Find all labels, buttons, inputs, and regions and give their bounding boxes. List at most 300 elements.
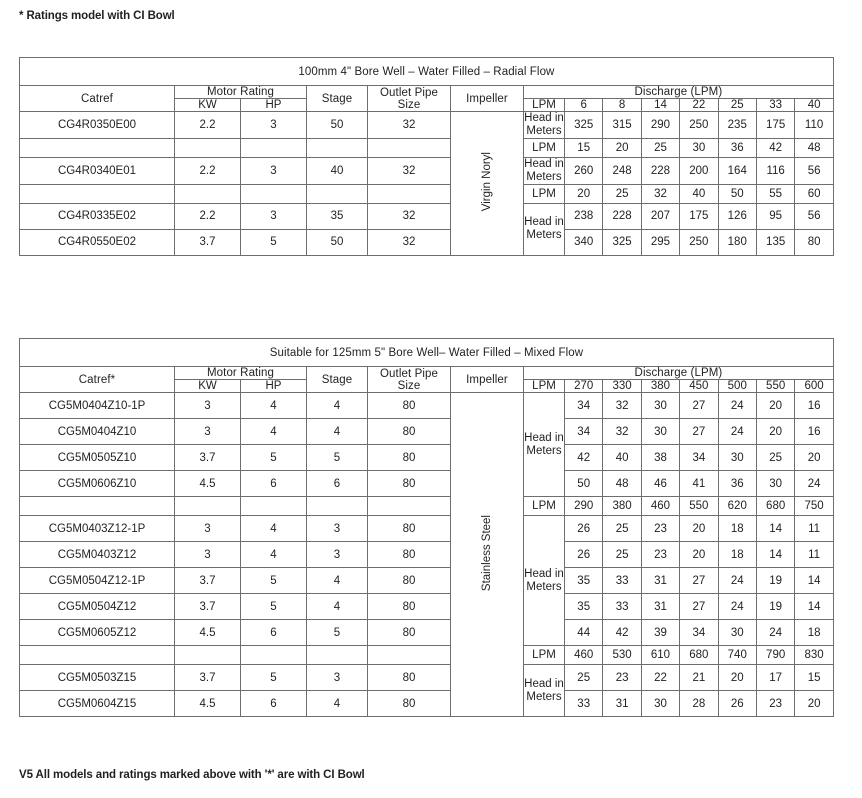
cell-stage: 4 <box>307 568 368 594</box>
cell-head: 40 <box>603 445 641 471</box>
separator-cell <box>307 138 368 157</box>
cell-head: 19 <box>756 568 794 594</box>
cell-head: 175 <box>680 203 718 229</box>
cell-catref: CG5M0504Z12 <box>20 594 175 620</box>
cell-stage: 50 <box>307 229 368 255</box>
lpm-value: 40 <box>795 99 833 112</box>
cell-head: 30 <box>756 471 794 497</box>
cell-head: 39 <box>641 620 679 646</box>
cell-pipe: 80 <box>368 471 451 497</box>
lpm-value: 830 <box>795 646 834 665</box>
cell-kw: 3 <box>175 516 241 542</box>
cell-pipe: 80 <box>368 691 451 717</box>
cell-head: 14 <box>756 516 794 542</box>
lpm-value: 36 <box>718 138 756 157</box>
separator-cell <box>20 646 175 665</box>
cell-head: 116 <box>756 157 794 184</box>
table-title: 100mm 4" Bore Well – Water Filled – Radial Flow <box>20 58 834 86</box>
cell-head: 41 <box>680 471 718 497</box>
cell-kw: 2.2 <box>175 203 241 229</box>
cell-head: 33 <box>603 568 641 594</box>
separator-cell <box>20 138 175 157</box>
lpm-value: 25 <box>641 138 679 157</box>
cell-pipe: 80 <box>368 620 451 646</box>
cell-stage: 3 <box>307 516 368 542</box>
col-header-outlet-pipe-size: Outlet Pipe Size <box>368 86 451 112</box>
cell-head: 110 <box>795 112 833 139</box>
lpm-value: 6 <box>565 99 603 112</box>
cell-kw: 4.5 <box>175 691 241 717</box>
cell-head: 228 <box>603 203 641 229</box>
cell-catref: CG5M0404Z10 <box>20 419 175 445</box>
cell-head: 20 <box>718 665 756 691</box>
cell-head: 126 <box>718 203 756 229</box>
cell-head: 30 <box>641 419 679 445</box>
table-row <box>20 691 834 717</box>
col-header-kw: KW <box>175 99 241 112</box>
cell-head: 25 <box>565 665 603 691</box>
cell-head: 33 <box>603 594 641 620</box>
cell-head: 50 <box>565 471 603 497</box>
col-header-lpm: LPM <box>524 646 565 665</box>
table-row <box>20 229 834 255</box>
lpm-value: 22 <box>680 99 718 112</box>
cell-head: 24 <box>718 419 756 445</box>
col-header-lpm: LPM <box>524 497 565 516</box>
cell-hp: 3 <box>241 203 307 229</box>
separator-cell <box>368 497 451 516</box>
cell-impeller-material <box>451 393 524 717</box>
cell-head: 15 <box>795 665 834 691</box>
cell-head: 340 <box>565 229 603 255</box>
cell-head: 56 <box>795 203 833 229</box>
cell-head: 35 <box>565 594 603 620</box>
table-row <box>20 542 834 568</box>
cell-head: 42 <box>603 620 641 646</box>
lpm-value: 620 <box>718 497 756 516</box>
cell-head: 14 <box>756 542 794 568</box>
separator-cell <box>307 646 368 665</box>
cell-pipe: 80 <box>368 594 451 620</box>
cell-catref: CG5M0605Z12 <box>20 620 175 646</box>
cell-head: 24 <box>756 620 794 646</box>
lpm-value: 530 <box>603 646 641 665</box>
cell-head: 20 <box>795 445 834 471</box>
cell-hp: 3 <box>241 157 307 184</box>
lpm-value: 40 <box>680 184 718 203</box>
cell-head: 11 <box>795 516 834 542</box>
cell-hp: 5 <box>241 229 307 255</box>
cell-head-label: Head in Meters <box>524 516 565 646</box>
cell-head: 36 <box>718 471 756 497</box>
lpm-value: 14 <box>641 99 679 112</box>
cell-kw: 3 <box>175 542 241 568</box>
cell-head: 175 <box>756 112 794 139</box>
table-row <box>20 203 834 229</box>
cell-head: 290 <box>641 112 679 139</box>
cell-head: 27 <box>680 393 718 419</box>
col-header-lpm: LPM <box>524 380 565 393</box>
cell-head: 228 <box>641 157 679 184</box>
header-row-primary <box>20 86 834 99</box>
cell-head: 18 <box>795 620 834 646</box>
cell-head: 20 <box>680 542 718 568</box>
cell-head: 20 <box>795 691 834 717</box>
impeller-material-label: Stainless Steel <box>481 514 493 592</box>
cell-stage: 6 <box>307 471 368 497</box>
cell-head: 238 <box>565 203 603 229</box>
cell-head: 180 <box>718 229 756 255</box>
cell-head-label: Head in Meters <box>524 157 564 183</box>
cell-hp: 4 <box>241 516 307 542</box>
cell-head: 25 <box>756 445 794 471</box>
cell-head: 46 <box>641 471 679 497</box>
cell-pipe: 80 <box>368 542 451 568</box>
table-title-row <box>20 58 834 86</box>
cell-head: 18 <box>718 516 756 542</box>
cell-head: 325 <box>603 229 641 255</box>
cell-head: 32 <box>603 419 641 445</box>
cell-head: 21 <box>680 665 718 691</box>
lpm-value: 500 <box>718 380 756 393</box>
cell-kw: 2.2 <box>175 157 241 184</box>
cell-kw: 4.5 <box>175 620 241 646</box>
lpm-value: 25 <box>718 99 756 112</box>
cell-pipe: 80 <box>368 445 451 471</box>
table-row <box>20 620 834 646</box>
lpm-value: 600 <box>795 380 834 393</box>
lpm-value: 450 <box>680 380 718 393</box>
separator-cell <box>368 646 451 665</box>
table-row <box>20 516 834 542</box>
separator-cell <box>175 184 241 203</box>
cell-hp: 6 <box>241 471 307 497</box>
cell-catref: CG5M0503Z15 <box>20 665 175 691</box>
cell-head: 20 <box>756 419 794 445</box>
cell-kw: 2.2 <box>175 112 241 139</box>
cell-stage: 4 <box>307 419 368 445</box>
cell-stage: 4 <box>307 393 368 419</box>
cell-kw: 4.5 <box>175 471 241 497</box>
table-radial-flow <box>19 57 834 256</box>
cell-head: 20 <box>680 516 718 542</box>
note-top: * Ratings model with CI Bowl <box>19 10 175 22</box>
cell-pipe: 80 <box>368 419 451 445</box>
col-header-discharge: Discharge (LPM) <box>524 367 834 380</box>
cell-head: 26 <box>565 542 603 568</box>
cell-hp: 4 <box>241 419 307 445</box>
cell-head: 31 <box>603 691 641 717</box>
cell-stage: 40 <box>307 157 368 184</box>
cell-stage: 3 <box>307 665 368 691</box>
lpm-value: 680 <box>756 497 794 516</box>
lpm-value: 740 <box>718 646 756 665</box>
cell-head: 20 <box>756 393 794 419</box>
cell-head: 34 <box>565 393 603 419</box>
cell-head: 11 <box>795 542 834 568</box>
col-header-lpm: LPM <box>524 184 565 203</box>
lpm-value: 25 <box>603 184 641 203</box>
table-row <box>20 157 834 184</box>
lpm-value: 270 <box>565 380 603 393</box>
cell-hp: 5 <box>241 594 307 620</box>
lpm-value: 48 <box>795 138 833 157</box>
col-header-hp: HP <box>241 380 307 393</box>
lpm-value: 8 <box>603 99 641 112</box>
table-row <box>20 419 834 445</box>
cell-head: 34 <box>565 419 603 445</box>
cell-stage: 3 <box>307 542 368 568</box>
cell-stage: 4 <box>307 594 368 620</box>
cell-head: 23 <box>756 691 794 717</box>
lpm-value: 42 <box>756 138 794 157</box>
impeller-material-label: Virgin Noryl <box>481 152 493 212</box>
cell-head: 95 <box>756 203 794 229</box>
cell-pipe: 32 <box>368 112 451 139</box>
cell-hp: 6 <box>241 620 307 646</box>
cell-head: 17 <box>756 665 794 691</box>
separator-cell <box>241 138 307 157</box>
cell-pipe: 80 <box>368 393 451 419</box>
lpm-value: 50 <box>718 184 756 203</box>
cell-head: 315 <box>603 112 641 139</box>
cell-head: 24 <box>718 568 756 594</box>
cell-head: 164 <box>718 157 756 184</box>
cell-head: 25 <box>603 542 641 568</box>
lpm-value: 55 <box>756 184 794 203</box>
cell-head: 30 <box>641 691 679 717</box>
lpm-value: 380 <box>641 380 679 393</box>
cell-head: 27 <box>680 594 718 620</box>
cell-head: 200 <box>680 157 718 184</box>
cell-head: 26 <box>718 691 756 717</box>
cell-head: 135 <box>756 229 794 255</box>
cell-head: 23 <box>603 665 641 691</box>
lpm-value: 30 <box>680 138 718 157</box>
cell-head: 295 <box>641 229 679 255</box>
cell-head: 18 <box>718 542 756 568</box>
lpm-value: 330 <box>603 380 641 393</box>
lpm-value: 15 <box>565 138 603 157</box>
separator-cell <box>241 497 307 516</box>
col-header-kw: KW <box>175 380 241 393</box>
cell-head: 30 <box>718 445 756 471</box>
cell-catref: CG4R0335E02 <box>20 203 175 229</box>
table-row <box>20 568 834 594</box>
col-header-impeller: Impeller <box>451 367 524 393</box>
col-header-discharge: Discharge (LPM) <box>524 86 834 99</box>
cell-head: 35 <box>565 568 603 594</box>
col-header-catref: Catref* <box>20 367 175 393</box>
separator-cell <box>20 184 175 203</box>
cell-head: 42 <box>565 445 603 471</box>
col-header-catref: Catref <box>20 86 175 112</box>
cell-catref: CG5M0504Z12-1P <box>20 568 175 594</box>
col-header-motor-rating: Motor Rating <box>175 367 307 380</box>
cell-head: 34 <box>680 620 718 646</box>
cell-head: 19 <box>756 594 794 620</box>
cell-pipe: 80 <box>368 665 451 691</box>
lpm-value: 680 <box>680 646 718 665</box>
cell-pipe: 32 <box>368 203 451 229</box>
cell-head: 24 <box>795 471 834 497</box>
col-header-impeller: Impeller <box>451 86 524 112</box>
cell-head: 24 <box>718 594 756 620</box>
cell-head: 31 <box>641 594 679 620</box>
cell-head: 27 <box>680 419 718 445</box>
cell-head: 250 <box>680 229 718 255</box>
lpm-value: 550 <box>680 497 718 516</box>
note-bottom: V5 All models and ratings marked above with '*' are with CI Bowl <box>19 769 365 781</box>
cell-head: 30 <box>641 393 679 419</box>
cell-catref: CG4R0350E00 <box>20 112 175 139</box>
table-row <box>20 393 834 419</box>
separator-cell <box>368 138 451 157</box>
cell-head: 30 <box>718 620 756 646</box>
col-header-lpm: LPM <box>524 99 565 112</box>
lpm-value: 20 <box>603 138 641 157</box>
cell-pipe: 32 <box>368 229 451 255</box>
cell-kw: 3.7 <box>175 665 241 691</box>
cell-catref: CG5M0403Z12-1P <box>20 516 175 542</box>
cell-head: 14 <box>795 568 834 594</box>
separator-cell <box>307 497 368 516</box>
col-header-lpm: LPM <box>524 138 565 157</box>
cell-kw: 3.7 <box>175 229 241 255</box>
separator-cell <box>241 184 307 203</box>
cell-catref: CG4R0340E01 <box>20 157 175 184</box>
cell-kw: 3 <box>175 393 241 419</box>
cell-kw: 3.7 <box>175 445 241 471</box>
lpm-value: 460 <box>565 646 603 665</box>
lpm-value: 20 <box>565 184 603 203</box>
cell-impeller-material <box>451 112 524 256</box>
separator-row <box>20 138 834 157</box>
cell-head: 250 <box>680 112 718 139</box>
cell-head: 24 <box>718 393 756 419</box>
separator-cell <box>175 138 241 157</box>
cell-catref: CG5M0606Z10 <box>20 471 175 497</box>
lpm-value: 380 <box>603 497 641 516</box>
separator-cell <box>307 184 368 203</box>
col-header-motor-rating: Motor Rating <box>175 86 307 99</box>
cell-catref: CG5M0403Z12 <box>20 542 175 568</box>
col-header-stage: Stage <box>307 367 368 393</box>
col-header-stage: Stage <box>307 86 368 112</box>
cell-head: 38 <box>641 445 679 471</box>
header-row-primary <box>20 367 834 380</box>
cell-head-label: Head in Meters <box>524 393 565 497</box>
cell-head: 260 <box>565 157 603 184</box>
cell-head-label: Head in Meters <box>524 665 565 717</box>
table-mixed-flow <box>19 338 834 717</box>
table-row <box>20 112 834 139</box>
separator-row <box>20 497 834 516</box>
cell-head: 44 <box>565 620 603 646</box>
cell-head: 248 <box>603 157 641 184</box>
cell-hp: 5 <box>241 568 307 594</box>
cell-head: 33 <box>565 691 603 717</box>
separator-cell <box>20 497 175 516</box>
cell-head: 27 <box>680 568 718 594</box>
cell-stage: 5 <box>307 445 368 471</box>
table-title-row <box>20 339 834 367</box>
cell-head-label: Head in Meters <box>524 112 564 137</box>
cell-head: 26 <box>565 516 603 542</box>
cell-head: 28 <box>680 691 718 717</box>
cell-pipe: 32 <box>368 157 451 184</box>
cell-kw: 3.7 <box>175 568 241 594</box>
cell-hp: 5 <box>241 445 307 471</box>
separator-cell <box>368 184 451 203</box>
separator-cell <box>175 646 241 665</box>
cell-stage: 35 <box>307 203 368 229</box>
separator-row <box>20 646 834 665</box>
separator-cell <box>175 497 241 516</box>
cell-kw: 3 <box>175 419 241 445</box>
table-row <box>20 665 834 691</box>
lpm-value: 33 <box>756 99 794 112</box>
cell-head: 32 <box>603 393 641 419</box>
cell-head: 48 <box>603 471 641 497</box>
lpm-value: 610 <box>641 646 679 665</box>
lpm-value: 790 <box>756 646 794 665</box>
lpm-value: 750 <box>795 497 834 516</box>
cell-head: 22 <box>641 665 679 691</box>
cell-head: 31 <box>641 568 679 594</box>
cell-kw: 3.7 <box>175 594 241 620</box>
cell-catref: CG5M0604Z15 <box>20 691 175 717</box>
cell-head: 80 <box>795 229 833 255</box>
cell-head: 235 <box>718 112 756 139</box>
cell-catref: CG5M0505Z10 <box>20 445 175 471</box>
cell-head: 23 <box>641 542 679 568</box>
cell-head: 56 <box>795 157 833 184</box>
separator-cell <box>241 646 307 665</box>
cell-stage: 4 <box>307 691 368 717</box>
col-header-outlet-pipe-size: Outlet Pipe Size <box>368 367 451 393</box>
cell-head: 325 <box>565 112 603 139</box>
separator-row <box>20 184 834 203</box>
cell-hp: 5 <box>241 665 307 691</box>
lpm-value: 290 <box>565 497 603 516</box>
lpm-value: 32 <box>641 184 679 203</box>
table-row <box>20 445 834 471</box>
cell-head-label: Head in Meters <box>524 203 565 255</box>
cell-head: 14 <box>795 594 834 620</box>
cell-head: 16 <box>795 393 834 419</box>
cell-hp: 4 <box>241 393 307 419</box>
cell-catref: CG4R0550E02 <box>20 229 175 255</box>
lpm-value: 550 <box>756 380 794 393</box>
table-row <box>20 594 834 620</box>
lpm-value: 460 <box>641 497 679 516</box>
col-header-hp: HP <box>241 99 307 112</box>
cell-hp: 3 <box>241 112 307 139</box>
lpm-value: 60 <box>795 184 833 203</box>
cell-stage: 50 <box>307 112 368 139</box>
table-row <box>20 471 834 497</box>
cell-stage: 5 <box>307 620 368 646</box>
cell-hp: 6 <box>241 691 307 717</box>
cell-head: 23 <box>641 516 679 542</box>
cell-head: 25 <box>603 516 641 542</box>
cell-head: 16 <box>795 419 834 445</box>
cell-head: 207 <box>641 203 679 229</box>
table-title: Suitable for 125mm 5" Bore Well– Water Filled – Mixed Flow <box>20 339 834 367</box>
cell-pipe: 80 <box>368 568 451 594</box>
cell-catref: CG5M0404Z10-1P <box>20 393 175 419</box>
